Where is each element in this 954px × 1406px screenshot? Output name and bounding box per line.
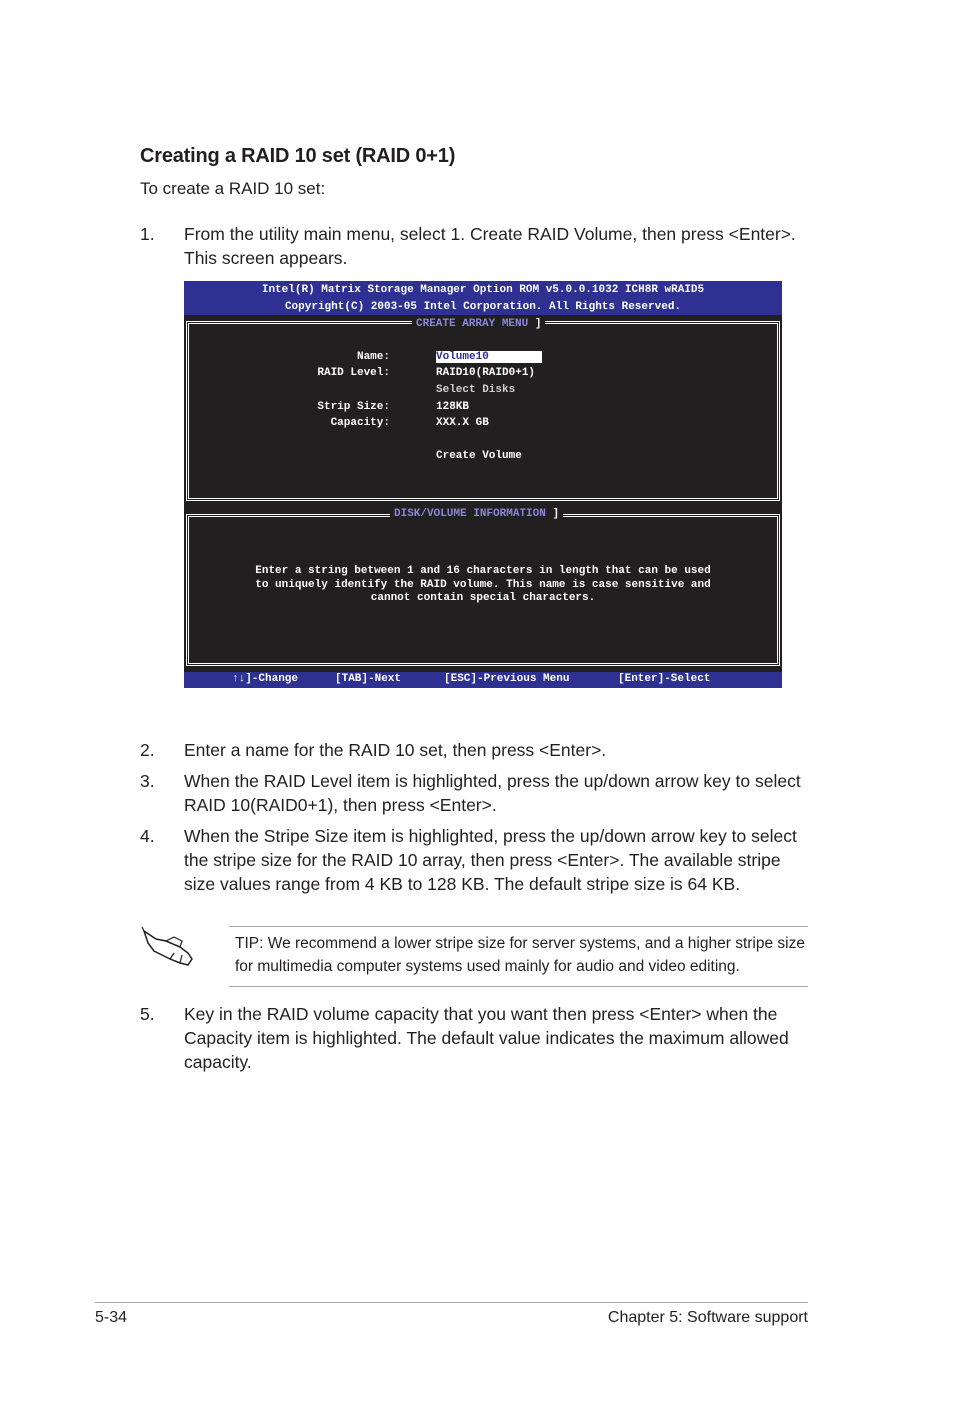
field-select-disks[interactable]: Select Disks [436,384,516,396]
field-capacity-value[interactable]: XXX.X GB [436,417,489,429]
bios-header-line2: Copyright(C) 2003-05 Intel Corporation. All Rights Reserved. [284,301,682,313]
bios-header [184,281,782,315]
footer-change-hint: ↑↓]-Change [232,673,299,685]
disk-volume-info-title [390,508,563,520]
field-capacity-label: Capacity: [330,417,390,429]
tip-text: TIP: We recommend a lower stripe size for server systems, and a higher stripe size for multimedia computer systems used mainly for audio and video editing. [235,935,805,975]
field-name-input[interactable]: Volume10 [436,351,542,363]
menu-title-text: CREATE ARRAY MENU [416,318,529,330]
field-strip-size-label: Strip Size: [317,401,390,413]
footer-rule [95,1302,808,1303]
create-volume-button[interactable]: Create Volume [436,450,522,462]
tip-top-rule [229,926,808,927]
footer-select-hint: [Enter]-Select [618,673,711,685]
bios-header-line1: Intel(R) Matrix Storage Manager Option ROM v5.0.0.1032 ICH8R wRAID5 [261,284,705,296]
footer-next-hint: [TAB]-Next [335,673,402,685]
step-text: Key in the RAID volume capacity that you want then press <Enter> when the Capacity item is highlighted. The default value indicates the maximum allowed capacity. [184,1004,789,1072]
intro-text: To create a RAID 10 set: [140,179,326,198]
field-strip-size-value[interactable]: 128KB [436,401,470,413]
pointing-hand-icon [140,925,196,969]
step-text: When the Stripe Size item is highlighted, press the up/down arrow key to select the stripe size for the RAID 10 array, then press <Enter>. The available stripe size values range from 4 KB to 128 KB. The default stripe size is 64 KB. [184,826,797,894]
field-raid-level-value[interactable]: RAID10(RAID0+1) [436,367,536,379]
info-title-text: DISK/VOLUME INFORMATION [394,508,546,520]
info-line: cannot contain special characters. [370,592,596,604]
field-raid-level-label: RAID Level: [317,367,390,379]
field-name-label: Name: [356,351,390,363]
step-text: From the utility main menu, select 1. Create RAID Volume, then press <Enter>. This screen appears. [184,224,796,268]
section-heading: Creating a RAID 10 set (RAID 0+1) [140,145,456,167]
step-text: When the RAID Level item is highlighted, press the up/down arrow key to select RAID 10(RAID0+1), then press <Enter>. [184,771,801,815]
info-title-bracket: ] [552,508,560,520]
page-number: 5-34 [95,1309,128,1326]
info-line: Enter a string between 1 and 16 characters in length that can be used [255,565,711,577]
tip-bottom-rule [229,986,808,987]
step-number: 5. [140,1004,155,1024]
step-number: 4. [140,826,155,846]
bios-footer [184,672,782,688]
chapter-title: Chapter 5: Software support [607,1309,808,1326]
footer-previous-hint: [ESC]-Previous Menu [444,673,570,685]
menu-title-bracket: ] [534,318,542,330]
info-line: to uniquely identify the RAID volume. This name is case sensitive and [255,579,711,591]
bios-screenshot [184,281,782,688]
step-number: 3. [140,771,155,791]
create-array-menu-title [412,318,545,330]
step-number: 1. [140,224,155,244]
step-text: Enter a name for the RAID 10 set, then press <Enter>. [184,740,607,760]
step-number: 2. [140,740,155,760]
